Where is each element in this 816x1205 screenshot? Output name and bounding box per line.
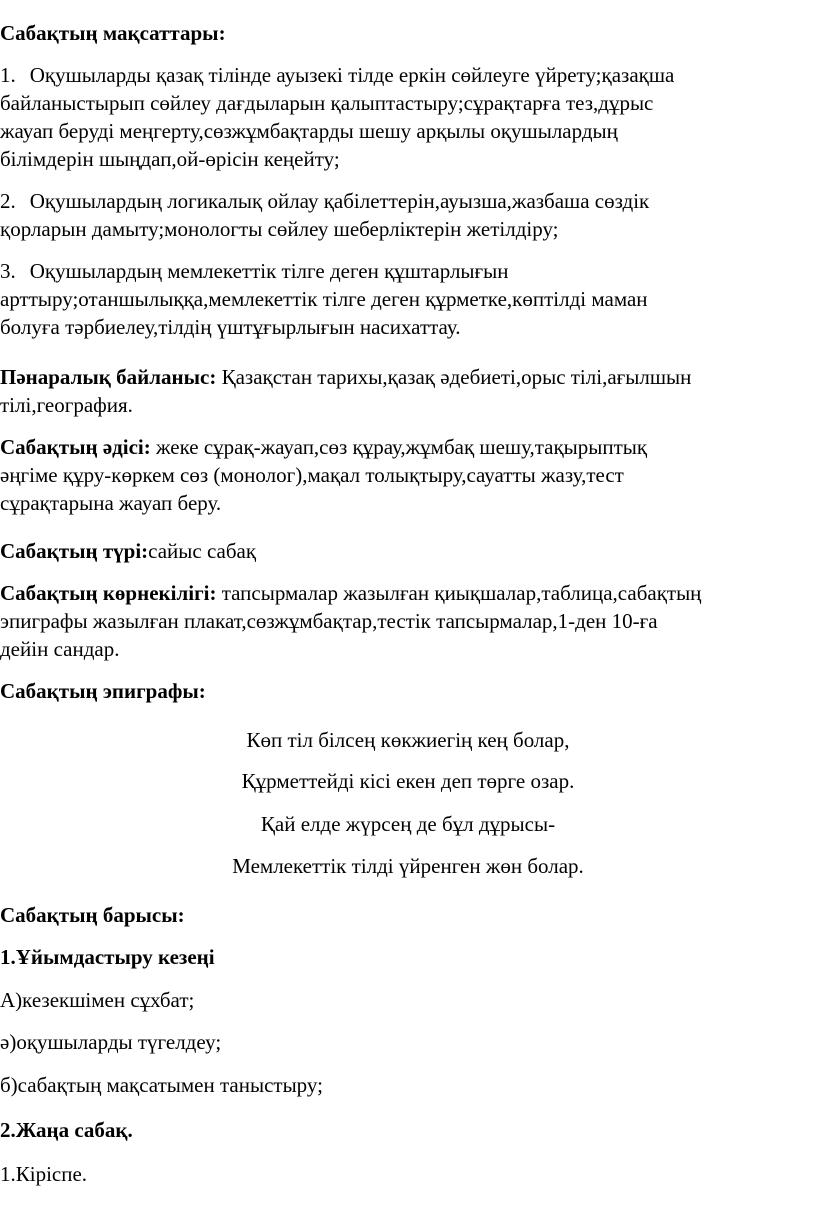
type-text: сайыс сабақ — [148, 539, 257, 563]
method-line-3: сұрақтарына жауап беру. — [0, 491, 222, 515]
stage-2-heading: 2.Жаңа сабақ. — [0, 1118, 133, 1142]
visual-label: Сабақтың көрнекілігі: — [0, 581, 217, 605]
epigraph-heading: Сабақтың эпиграфы: — [0, 679, 206, 703]
visual-text: тапсырмалар жазылған қиықшалар,таблица,сабақтың — [216, 581, 702, 605]
goal-2-number: 2. — [0, 189, 16, 213]
type-label: Сабақтың түрі: — [0, 539, 149, 563]
type-line — [0, 537, 256, 565]
goal-3-line-2: арттыру;отаншылыққа,мемлекеттік тілге деген құрметке,көптілді маман — [0, 287, 648, 311]
intro-line: 1.Кіріспе. — [0, 1162, 88, 1186]
goal-2-line-1: 2. Оқушылардың логикалық ойлау қабілеттерін,ауызша,жазбаша сөздік — [0, 189, 650, 213]
goal-3-line-3: болуға тәрбиелеу,тілдің үштұғырлығын насихаттау. — [0, 315, 461, 339]
links-line-2: тілі,география. — [0, 393, 133, 417]
step-ae: ә)оқушыларды түгелдеу; — [0, 1030, 222, 1054]
goal-1-line-3: жауап беруді меңгерту,сөзжұмбақтарды шешу арқылы оқушылардың — [0, 119, 618, 143]
method-label: Сабақтың әдісі: — [0, 435, 151, 459]
method-line-2: әңгіме құру-көркем сөз (монолог),мақал толықтыру,сауатты жазу,тест — [0, 463, 624, 487]
goals-heading: Сабақтың мақсаттары: — [0, 21, 226, 45]
method-line-1 — [0, 433, 647, 461]
progress-heading: Сабақтың барысы: — [0, 903, 185, 927]
links-line-1 — [0, 363, 691, 391]
goal-1-line-4: білімдерін шыңдап,ой-өрісін кеңейту; — [0, 147, 340, 171]
stage-1-heading: 1.Ұйымдастыру кезеңі — [0, 945, 215, 969]
links-label: Пәнаралық байланыс: — [0, 365, 217, 389]
visual-line-3: дейін сандар. — [0, 637, 120, 661]
method-text: жеке сұрақ-жауап,сөз құрау,жұмбақ шешу,тақырыптық — [150, 435, 648, 459]
visual-line-1 — [0, 579, 701, 607]
links-text: Қазақстан тарихы,қазақ әдебиеті,орыс тілі,ағылшын — [216, 365, 692, 389]
goal-1-line-1: 1. Оқушыларды қазақ тілінде ауызекі тілде еркін сөйлеуге үйрету;қазақша — [0, 63, 675, 87]
goal-3-number: 3. — [0, 259, 16, 283]
epigraph-line-1: Көп тіл білсең көкжиегің кең болар, — [246, 728, 570, 752]
step-b: б)сабақтың мақсатымен таныстыру; — [0, 1073, 323, 1097]
goal-2-line-2: қорларын дамыту;монологты сөйлеу шеберліктерін жетілдіру; — [0, 217, 559, 241]
goal-1-line-2: байланыстырып сөйлеу дағдыларын қалыптастыру;сұрақтарға тез,дұрыс — [0, 91, 654, 115]
goal-3-line-1: 3. Оқушылардың мемлекеттік тілге деген құштарлығын — [0, 259, 509, 283]
epigraph-line-2: Құрметтейді кісі екен деп төрге озар. — [241, 769, 575, 793]
step-a: А)кезекшімен сұхбат; — [0, 988, 195, 1012]
epigraph-line-4: Мемлекеттік тілді үйренген жөн болар. — [232, 854, 584, 878]
visual-line-2: эпиграфы жазылған плакат,сөзжұмбақтар,тестік тапсырмалар,1-ден 10-ға — [0, 609, 658, 633]
goal-1-number: 1. — [0, 63, 16, 87]
epigraph-line-3: Қай елде жүрсең де бұл дұрысы- — [260, 812, 556, 836]
